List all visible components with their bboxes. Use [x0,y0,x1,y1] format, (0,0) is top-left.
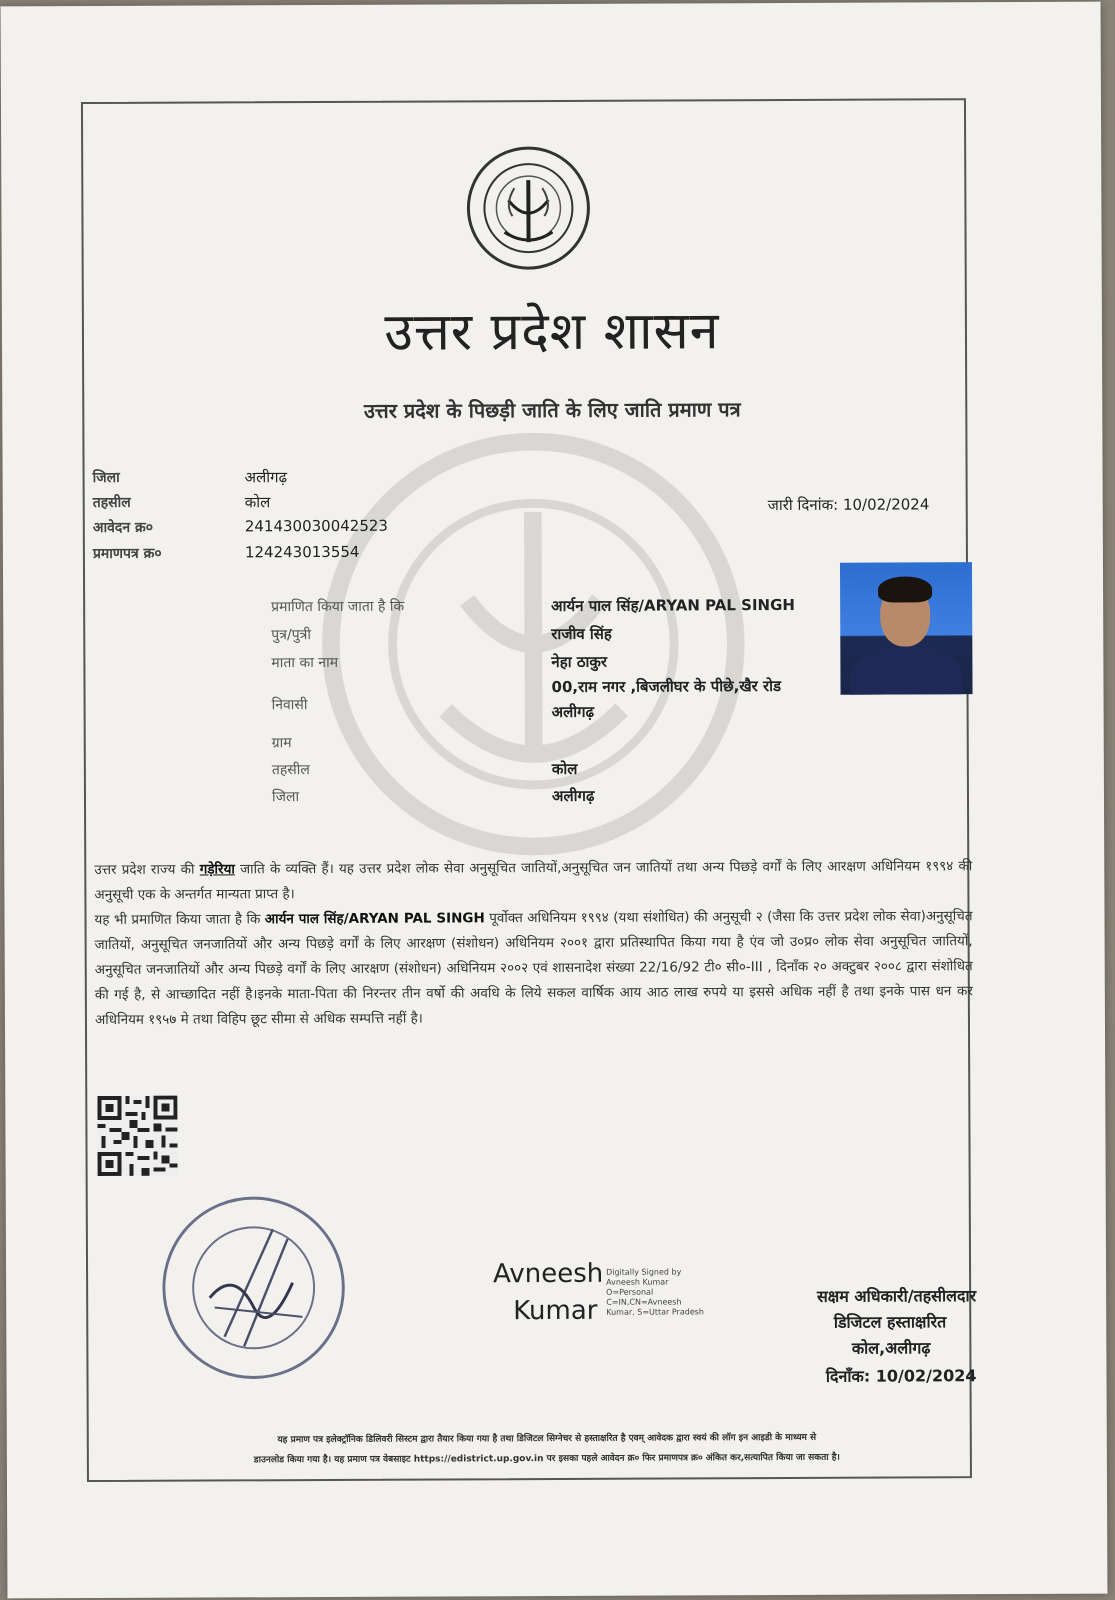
mother-name: नेहा ठाकुर [551,652,608,672]
body-p2-b: पूर्वोक्त अधिनियम १९९४ (यथा संशोधित) की अनुसूची २ (जैसा कि उत्तर प्रदेश लोक सेवा)अनुसूचित जातियों, अनुसूचित जनजातियों और अन्य पिछड़े वर्गों के लिए आरक्षण (संशोधन) अधिनियम २००१ द्वारा प्रतिस्थापित किया गया है एंव जो उ०प्र० लोक सेवा अनुसूचित जातियों, अनुसूचित जनजातियों और अन्य पिछड़े वर्गों के लिए आरक्षण (संशोधन) अधिनियम २००२ एवं शासनादेश संख्या 22/16/92 टी० सी०-III , दिनाँक २० अक्टुबर २००८ द्वारा संशोधित की गई है, से आच्छादित नहीं है।इनके माता-पिता की निरन्तर तीन वर्षो की अवधि के लिये सकल वार्षिक आय आठ लाख रुपये या इससे अधिक नहीं है तथा इनके पास धन कर अधिनियम १९५७ मे तथा विहिप छूट सीमा से अधिक सम्पत्ति नहीं है। [94,908,973,1029]
certified-name: आर्यन पाल सिंह/ARYAN PAL SINGH [551,595,796,616]
government-title: उत्तर प्रदेश शासन [384,301,720,363]
body-p1-a: उत्तर प्रदेश राज्य की [94,861,200,879]
officer-digital-signed: डिजिटल हस्ताक्षरित [833,1312,947,1332]
meta-district-value: अलीगढ़ [244,468,288,487]
issue-date: जारी दिनांक: 10/02/2024 [767,495,930,515]
village-label: ग्राम [271,735,292,752]
officer-designation: सक्षम अधिकारी/तहसीलदार [816,1286,977,1306]
field-district-label: जिला [271,789,300,806]
body-p2-a: यह भी प्रमाणित किया जाता है कि [94,911,265,929]
body-caste: गड़ेरिया [199,861,235,878]
meta-tehsil-label: तहसील [92,494,131,512]
meta-certificate-label: प्रमाणपत्र क्र० [92,545,162,563]
body-p2-name: आर्यन पाल सिंह/ARYAN PAL SINGH [264,910,485,928]
meta-application-label: आवेदन क्र० [92,519,154,537]
certificate-sheet [1,2,1108,1599]
field-tehsil-value: कोल [551,759,578,779]
parent-label: पुत्र/पुत्री [271,627,312,644]
meta-certificate-value: 124243013554 [244,542,360,562]
applicant-photo [840,562,973,695]
digital-signature-details: Digitally Signed by Avneesh Kumar O=Personal C=IN,CN=Avneesh Kumar, S=Uttar Pradesh [606,1267,705,1317]
tehsil-seal-icon [156,1190,352,1386]
meta-application-value: 241430030042523 [244,516,388,536]
mother-label: माता का नाम [271,654,339,672]
certificate-body [94,854,973,1033]
meta-tehsil-value: कोल [244,493,271,512]
officer-location: कोल,अलीगढ़ [851,1338,931,1358]
body-p1-b: जाति के व्यक्ति हैं। यह उत्तर प्रदेश लोक सेवा अनुसूचित जातियों,अनुसूचित जन जातियों तथा अन्य पिछड़े वर्गों के लिए आरक्षण अधिनियम १९९४ की अनुसूची एक के अन्तर्गत मान्यता प्राप्त है। [94,858,973,904]
resident-address-line1: 00,राम नगर ,बिजलीघर के पीछे,खैर रोड [551,677,782,697]
signature-name-line1: Avneesh [493,1258,604,1290]
field-district-value: अलीगढ़ [551,786,595,806]
meta-district-label: जिला [92,469,120,487]
verification-footer [107,1427,987,1471]
resident-address-line2: अलीगढ़ [551,702,595,722]
footer-line2: डाउनलोड किया गया है। यह प्रमाण पत्र वेबसाइट https://edistrict.up.gov.in पर इसका पहले आवेदन क्र० फिर प्रमाणपत्र क्र० अंकित कर,सत्यापित किया जा सकता है। [253,1452,840,1466]
signature-name-line2: Kumar [513,1295,598,1327]
parent-name: राजीव सिंह [551,624,612,644]
field-tehsil-label: तहसील [271,762,310,779]
certificate-title: उत्तर प्रदेश के पिछड़ी जाति के लिए जाति प्रमाण पत्र [363,397,741,423]
officer-date: दिनाँक: 10/02/2024 [825,1366,977,1386]
up-government-emblem-icon [464,144,593,273]
resident-label: निवासी [271,697,308,714]
qr-code-icon [97,1096,177,1176]
footer-line1: यह प्रमाण पत्र इलेक्ट्रॉनिक डिलिवरी सिस्टम द्वारा तैयार किया गया है तथा डिजिटल सिग्नेचर से हस्ताक्षरित है एवम् आवेदक द्वारा स्वयं की लॉग इन आइडी के माध्यम से [277,1432,817,1446]
certified-label: प्रमाणित किया जाता है कि [271,598,405,616]
